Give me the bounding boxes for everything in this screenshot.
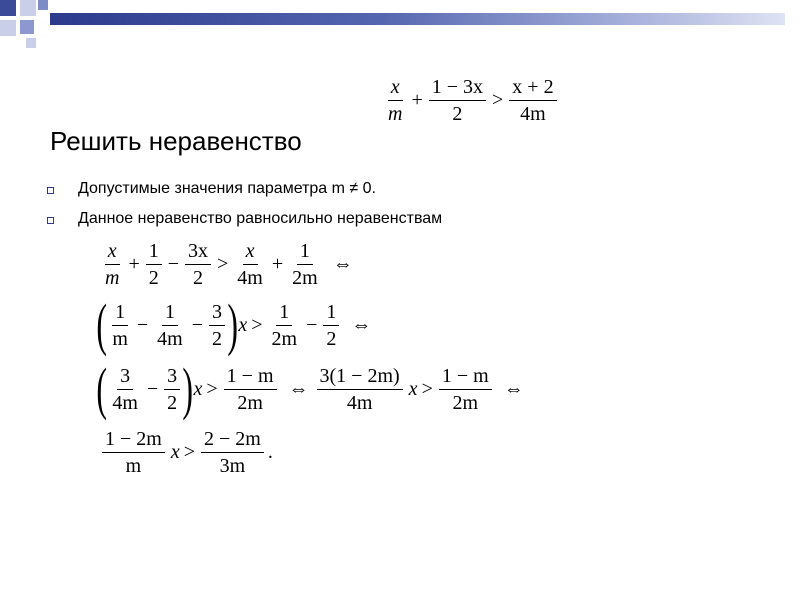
- fraction: $\frac{x}{m}$: [388, 76, 403, 125]
- fraction: $\frac{3}{2}$: [209, 301, 225, 350]
- iff-symbol: ⇔: [332, 253, 353, 275]
- fraction: $\frac{1 - 3x}{2}$: [429, 76, 486, 125]
- deco-square: [38, 0, 48, 10]
- iff-symbol: ⇔: [503, 377, 524, 400]
- deco-square: [20, 0, 36, 16]
- fraction: $\frac{1}{2}$: [323, 301, 339, 350]
- deco-square: [0, 20, 16, 36]
- fraction: $\frac{3x}{2}$: [185, 240, 211, 289]
- fraction: $\frac{3(1 - 2m)}{4m}$: [317, 365, 403, 414]
- bullet-text: Допустимые значения параметра m ≠ 0.: [78, 180, 376, 197]
- fraction: $\frac{x}{m}$: [105, 240, 120, 289]
- header-bar: [50, 13, 785, 25]
- fraction: $\frac{1 - 2m}{m}$: [102, 428, 165, 477]
- fraction: $\frac{3}{2}$: [164, 365, 180, 414]
- fraction: $\frac{1}{2m}$: [271, 300, 298, 350]
- bullet-text: Данное неравенство равносильно неравенствам: [78, 210, 443, 227]
- main-inequality: $\frac{x}{m}$ + $\frac{1 - 3x}{2}$ > $\frac{x + 2}{4m}$: [383, 76, 559, 125]
- bullet-icon: [47, 187, 54, 194]
- iff-symbol: ⇔: [351, 313, 372, 336]
- equation-line-3: ( $\frac{3}{4m}$ − $\frac{3}{2}$ ) x > $\frac{1 - m}{2m}$ ⇔ $\frac{3(1 - 2m)}{4m}$ x > $\frac{1 - m}{2m}$ ⇔: [96, 356, 524, 421]
- deco-square: [26, 38, 36, 48]
- fraction: $\frac{1}{4m}$: [157, 300, 183, 350]
- bullet-icon: [47, 217, 54, 224]
- equation-line-4: $\frac{1 - 2m}{m}$ x > $\frac{2 - 2m}{3m}$ .: [100, 428, 273, 477]
- fraction: $\frac{1 - m}{2m}$: [439, 365, 492, 414]
- equation-line-1: $\frac{x}{m}$ + $\frac{1}{2}$ − $\frac{3x}{2}$ > $\frac{x}{4m}$ + $\frac{1}{2m}$ ⇔: [100, 240, 359, 289]
- fraction: $\frac{1}{m}$: [112, 300, 128, 350]
- fraction: $\frac{x + 2}{4m}$: [509, 76, 556, 125]
- fraction: $\frac{1 - m}{2m}$: [224, 365, 277, 414]
- fraction: $\frac{1}{2}$: [146, 240, 162, 289]
- fraction: $\frac{2 - 2m}{3m}$: [201, 428, 264, 477]
- iff-symbol: ⇔: [288, 377, 309, 400]
- fraction: $\frac{1}{2m}$: [292, 240, 318, 289]
- fraction: $\frac{x}{4m}$: [237, 240, 263, 289]
- slide-title: Решить неравенство: [50, 126, 302, 156]
- deco-square: [0, 0, 16, 16]
- deco-square: [20, 20, 34, 34]
- equation-line-2: ( $\frac{1}{m}$ − $\frac{1}{4m}$ − $\frac{3}{2}$ ) x > $\frac{1}{2m}$ − $\frac{1}{2}$ ⇔: [96, 292, 372, 357]
- fraction: $\frac{3}{4m}$: [112, 364, 138, 414]
